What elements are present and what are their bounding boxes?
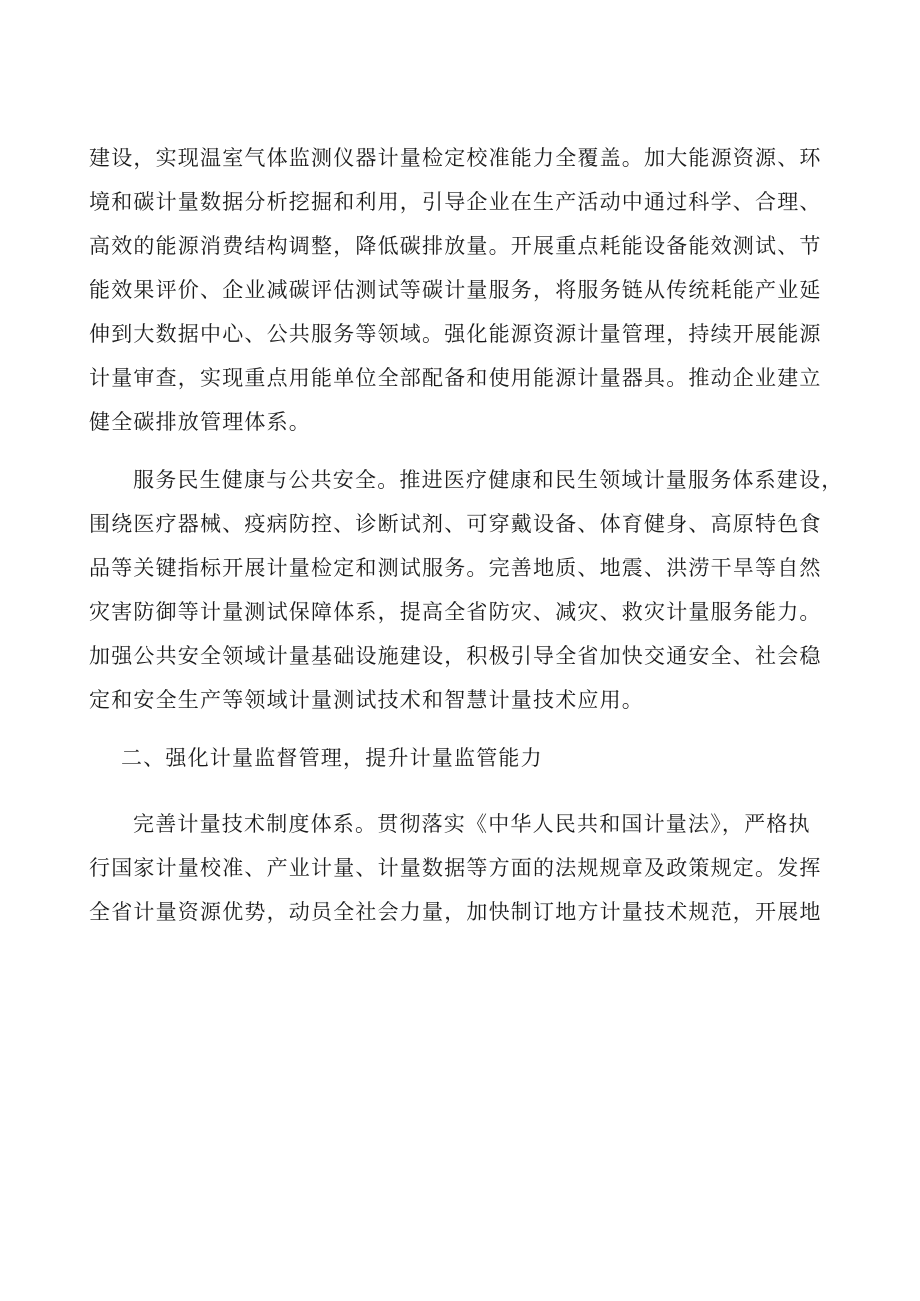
text-line: 加强公共安全领域计量基础设施建设，积极引导全省加快交通安全、社会稳 [89, 644, 822, 668]
text-line: 完善计量技术制度体系。贯彻落实《中华人民共和国计量法》，严格执 [133, 812, 811, 836]
text-line: 服务民生健康与公共安全。推进医疗健康和民生领域计量服务体系建设， [133, 468, 844, 492]
section-heading [89, 736, 849, 780]
text-line: 建设，实现温室气体监测仪器计量检定校准能力全覆盖。加大能源资源、环 [89, 146, 822, 170]
text-line: 能效果评价、企业减碳评估测试等碳计量服务，将服务链从传统耗能产业延 [89, 278, 822, 302]
text-line: 全省计量资源优势，动员全社会力量，加快制订地方计量技术规范，开展地 [89, 900, 822, 924]
text-line: 境和碳计量数据分析挖掘和利用，引导企业在生产活动中通过科学、合理、 [89, 190, 822, 214]
document-body [89, 136, 849, 934]
paragraph-gap [89, 444, 849, 458]
paragraph-gap [89, 780, 849, 802]
text-line: 定和安全生产等领域计量测试技术和智慧计量技术应用。 [89, 688, 644, 712]
text-line: 品等关键指标开展计量检定和测试服务。完善地质、地震、洪涝干旱等自然 [89, 556, 822, 580]
text-line: 伸到大数据中心、公共服务等领域。强化能源资源计量管理，持续开展能源 [89, 322, 822, 346]
paragraph-measurement-system [89, 802, 849, 934]
paragraph-gap [89, 722, 849, 736]
paragraph-public-safety [89, 458, 849, 722]
text-line: 计量审查，实现重点用能单位全部配备和使用能源计量器具。推动企业建立 [89, 366, 822, 390]
text-line: 灾害防御等计量测试保障体系，提高全省防灾、减灾、救灾计量服务能力。 [89, 600, 822, 624]
text-line: 健全碳排放管理体系。 [89, 410, 311, 434]
heading-line: 二、强化计量监督管理，提升计量监管能力 [121, 746, 543, 770]
text-line: 围绕医疗器械、疫病防控、诊断试剂、可穿戴设备、体育健身、高原特色食 [89, 512, 822, 536]
text-line: 高效的能源消费结构调整，降低碳排放量。开展重点耗能设备能效测试、节 [89, 234, 822, 258]
text-line: 行国家计量校准、产业计量、计量数据等方面的法规规章及政策规定。发挥 [89, 856, 822, 880]
paragraph-energy-carbon [89, 136, 849, 444]
